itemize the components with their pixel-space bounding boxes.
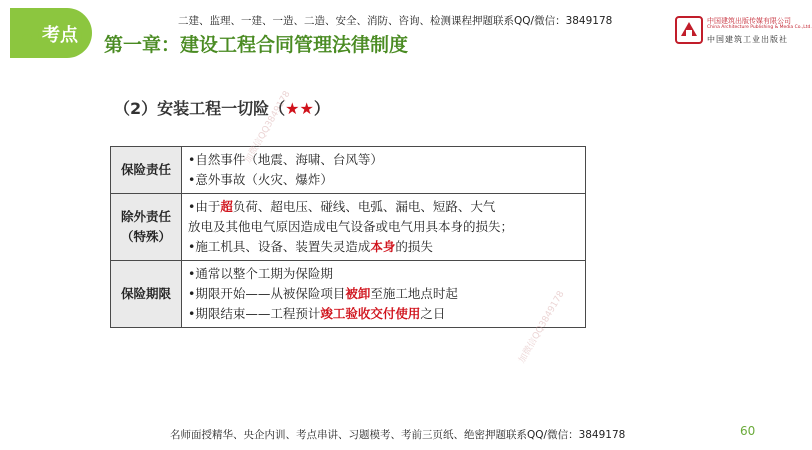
row-label [111, 194, 182, 261]
badge-dot [22, 34, 32, 44]
content-line [188, 150, 579, 170]
content-text: •通常以整个工期为保险期 [188, 266, 333, 281]
row-label-line: 除外责任 [120, 209, 171, 224]
table-row [111, 147, 586, 194]
table-row [111, 261, 586, 328]
content-text: •自然事件（地震、海啸、台风等） [188, 152, 383, 167]
content-line [188, 217, 579, 237]
highlight-text: 被卸 [345, 286, 371, 301]
row-label-line: 保险责任 [120, 162, 171, 177]
content-line [188, 197, 579, 217]
content-line [188, 284, 579, 304]
publisher-logo [675, 14, 812, 48]
highlight-text: 超 [220, 199, 233, 214]
highlight-text: 本身 [370, 239, 396, 254]
footer-contact-note: 名师面授精华、央企内训、考点串讲、习题模考、考前三页纸、绝密押题联系QQ/微信：3849178 [170, 429, 626, 441]
chapter-title: 第一章：建设工程合同管理法律制度 [104, 34, 409, 56]
content-text: 的损失 [395, 239, 433, 254]
content-text: 负荷、超电压、碰线、电弧、漏电、短路、大气 [232, 199, 496, 214]
content-text: •由于 [188, 199, 221, 214]
content-line [188, 170, 579, 190]
row-content [182, 261, 586, 328]
insurance-table [110, 146, 586, 328]
row-content [182, 147, 586, 194]
page-number: 60 [740, 424, 756, 438]
content-text: 至施工地点时起 [370, 286, 458, 301]
content-line [188, 264, 579, 284]
badge-label: 考点 [38, 14, 82, 58]
section-title-text: （2）安装工程一切险（ [114, 99, 286, 118]
content-text: •意外事故（火灾、爆炸） [188, 172, 333, 187]
row-content [182, 194, 586, 261]
top-contact-note: 二建、监理、一建、一造、二造、安全、消防、咨询、检测课程押题联系QQ/微信：3849178 [178, 15, 613, 27]
row-label [111, 261, 182, 328]
publisher-logo-icon [675, 16, 703, 44]
row-label-line: 保险期限 [120, 286, 171, 301]
content-line [188, 304, 579, 324]
content-text: •期限开始——从被保险项目 [188, 286, 346, 301]
content-text: •施工机具、设备、装置失灵造成 [188, 239, 371, 254]
logo-name-cn-secondary: 中国建筑工业出版社 [707, 35, 788, 44]
row-label-line: （特殊） [120, 229, 171, 244]
content-text: •期限结束——工程预计 [188, 306, 321, 321]
content-line [188, 237, 579, 257]
section-title [114, 96, 330, 119]
row-label [111, 147, 182, 194]
logo-name-en: China Architecture Publishing & Media Co.,Ltd. [707, 25, 812, 30]
section-title-end: ） [313, 99, 330, 118]
watermark-bottom: 加微信QQ3849178 [517, 289, 567, 365]
insurance-table-body [111, 147, 586, 328]
logo-name-cn: 中国建筑出版传媒有限公司 [707, 17, 791, 25]
rating-stars: ★★ [285, 99, 314, 118]
watermark-top: 加微信QQ3849178 [243, 89, 293, 165]
table-row [111, 194, 586, 261]
content-text: 放电及其他电气原因造成电气设备或电气用具本身的损失； [188, 219, 514, 234]
content-text: 之日 [420, 306, 446, 321]
topic-badge [10, 8, 92, 58]
highlight-text: 竣工验收交付使用 [320, 306, 421, 321]
